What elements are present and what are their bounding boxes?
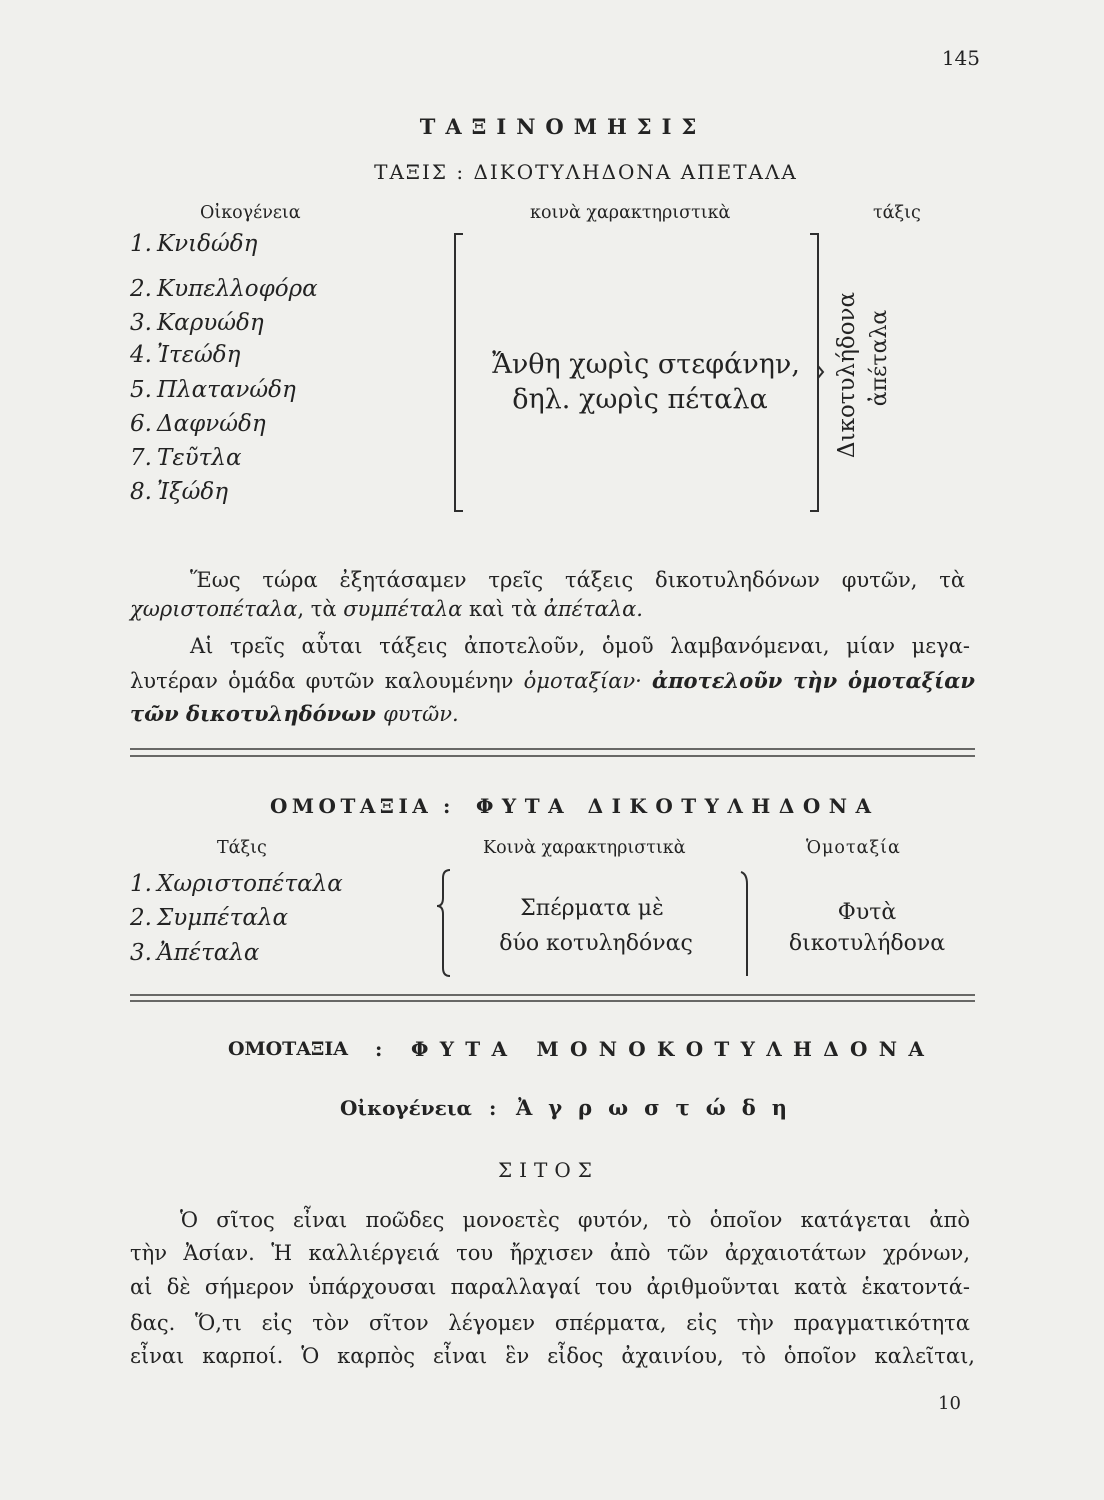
list-number: 2.: [130, 276, 152, 302]
header-family: Οἰκογένεια: [200, 203, 301, 223]
list-label: Τεῦτλα: [157, 445, 242, 471]
list-label: Συμπέταλα: [157, 905, 289, 931]
classification-title: ΤΑΞΙΝΟΜΗΣΙΣ: [419, 114, 707, 139]
paragraph-class-line-1: Αἱ τρεῖς αὗται τάξεις ἀποτελοῦν, ὁμοῦ λαμβανόμεναι, μίαν μεγα-: [190, 634, 970, 658]
paragraph-line: Ὁ σῖτος εἶναι ποῶδες μονοετὲς φυτόν, τὸ ὁποῖον κατάγεται ἀπὸ: [180, 1208, 970, 1232]
monocots-heading-title: ΦΥΤΑ ΜΟΝΟΚΟΤΥΛΗΔΟΝΑ: [411, 1037, 936, 1061]
list-number: 5.: [130, 377, 152, 403]
list-item: [130, 903, 288, 933]
dicots-heading-prefix: ΟΜΟΤΑΞΙΑ: [270, 794, 433, 818]
list-number: 2.: [130, 905, 152, 931]
text-segment: , τὰ: [297, 597, 344, 621]
paragraph-orders-line-2: [130, 594, 643, 624]
emphasis-segment: ἀποτελοῦν τὴν ὁμοταξίαν: [652, 668, 976, 693]
dicots-common-line-1: Σπέρματα μὲ: [520, 896, 664, 921]
dicots-heading-title: ΦΥΤΑ ΔΙΚΟΤΥΛΗΔΟΝΑ: [476, 794, 880, 818]
list-label: Χωριστοπέταλα: [157, 871, 343, 897]
term-sympetalae: συμπέταλα: [343, 597, 463, 621]
term-apetalae: ἀπέταλα.: [543, 597, 643, 621]
family-label: Οἰκογένεια: [340, 1096, 472, 1120]
monocots-heading-prefix: ΟΜΟΤΑΞΙΑ: [228, 1038, 349, 1060]
paragraph-class-line-3: [130, 699, 459, 729]
dicots-heading-separator: :: [443, 794, 451, 818]
list-item: [130, 308, 264, 338]
list-number: 4.: [130, 342, 152, 368]
order-label-apetalous: ἀπέταλα: [867, 309, 892, 407]
dicots-common-line-2: δύο κοτυληδόνας: [499, 931, 693, 956]
text-segment: λυτέραν ὁμάδα φυτῶν καλουμένην: [130, 669, 524, 693]
order-label-dicotyledons: Δικοτυλήδονα: [834, 291, 860, 459]
list-number: 6.: [130, 411, 152, 437]
list-label: Κνιδώδη: [157, 231, 258, 257]
list-label: Καρυώδη: [157, 310, 264, 336]
list-item: [130, 443, 242, 473]
paragraph-line: τὴν Ἀσίαν. Ἡ καλλιέργειά του ἤρχισεν ἀπὸ τῶν ἀρχαιοτάτων χρόνων,: [130, 1241, 970, 1265]
monocots-heading-separator: :: [375, 1037, 383, 1061]
list-item: [130, 477, 228, 507]
header-order: τάξις: [873, 203, 921, 223]
family-name: Ἀγρωστώδη: [516, 1095, 804, 1120]
list-item: [130, 938, 259, 968]
list-label: Ἰξώδη: [157, 479, 229, 505]
common-feature-line-1: Ἄνθη χωρὶς στεφάνην,: [492, 349, 800, 380]
footer-signature-number: 10: [938, 1393, 961, 1414]
list-item: [130, 409, 266, 439]
list-item: [130, 274, 318, 304]
text-segment: καὶ τὰ: [462, 597, 544, 621]
paragraph-line: δας. Ὅ,τι εἰς τὸν σῖτον λέγομεν σπέρματα, εἰς τὴν πραγματικότητα: [130, 1311, 970, 1335]
list-label: Ἰτεώδη: [157, 342, 241, 368]
term-choripetalae: χωριστοπέταλα: [130, 597, 298, 621]
paragraph-class-line-2: [130, 666, 975, 696]
list-label: Πλατανώδη: [157, 377, 296, 403]
list-label: Δαφνώδη: [157, 411, 266, 437]
dicots-class-line-2: δικοτυλήδονα: [788, 931, 946, 956]
dicots-class-line-1: Φυτὰ: [837, 900, 897, 925]
term-class: ὁμοταξίαν·: [523, 669, 653, 693]
list-number: 8.: [130, 479, 152, 505]
list-number: 7.: [130, 445, 152, 471]
list-number: 3.: [130, 310, 152, 336]
list-item: [130, 229, 257, 259]
text-segment: φυτῶν.: [383, 702, 459, 726]
table2-right-bracket: [741, 872, 747, 976]
paragraph-line: αἱ δὲ σήμερον ὑπάρχουσαι παραλλαγαί του ἀριθμοῦνται κατὰ ἑκατοντά-: [130, 1275, 970, 1299]
dicots-header-order: Τάξις: [217, 838, 267, 858]
dicots-header-class: Ὁμοταξία: [806, 838, 901, 858]
paragraph-orders-line-1: Ἕως τώρα ἐξητάσαμεν τρεῖς τάξεις δικοτυληδόνων φυτῶν, τὰ: [190, 568, 965, 592]
classification-subtitle: ΤΑΞΙΣ : ΔΙΚΟΤΥΛΗΔΟΝΑ ΑΠΕΤΑΛΑ: [374, 160, 798, 184]
emphasis-segment: τῶν δικοτυληδόνων: [130, 701, 384, 726]
common-feature-line-2: δηλ. χωρὶς πέταλα: [512, 384, 768, 415]
header-common: κοινὰ χαρακτηριστικὰ: [530, 203, 731, 223]
list-number: 3.: [130, 940, 152, 966]
table2-left-bracket: [437, 870, 450, 976]
list-label: Κυπελλοφόρα: [157, 276, 318, 302]
list-label: Ἀπέταλα: [157, 940, 260, 966]
list-item: [130, 869, 343, 899]
list-item: [130, 375, 296, 405]
page-number: 145: [941, 46, 980, 70]
dicots-header-common: Κοινὰ χαρακτηριστικὰ: [483, 838, 686, 858]
list-number: 1.: [130, 231, 152, 257]
family-separator: :: [489, 1096, 497, 1120]
paragraph-line: εἶναι καρποί. Ὁ καρπὸς εἶναι ἓν εἶδος ἀχαινίου, τὸ ὁποῖον καλεῖται,: [130, 1344, 975, 1368]
list-item: [130, 340, 240, 370]
list-number: 1.: [130, 871, 152, 897]
section-title: ΣΙΤΟΣ: [498, 1158, 599, 1182]
